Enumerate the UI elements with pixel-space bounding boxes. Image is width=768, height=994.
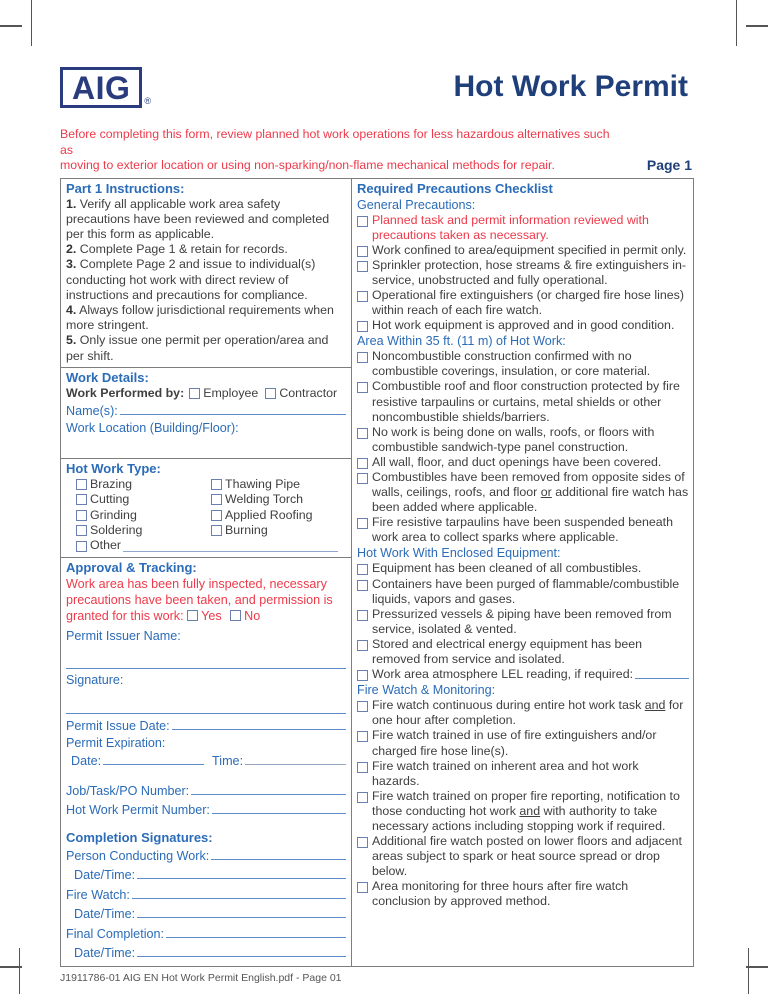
logo-text: AIG — [72, 69, 131, 106]
completion-heading: Completion Signatures: — [66, 829, 213, 845]
instruction-item — [66, 257, 346, 303]
permit-issue-date-input[interactable] — [172, 716, 346, 730]
precaution-checklist-item[interactable] — [357, 288, 689, 318]
instruction-number: 1. — [66, 196, 77, 211]
signature-input[interactable] — [66, 697, 346, 714]
checkbox-hot-work-type[interactable] — [211, 525, 222, 536]
hot-work-other-input[interactable] — [123, 540, 338, 552]
hot-work-type-option[interactable] — [76, 523, 211, 538]
permit-body — [60, 178, 694, 967]
completion-row — [66, 865, 346, 885]
precaution-text: Additional fire watch posted on lower floors and adjacent areas subject to spark or heat source spread or drop below. — [372, 834, 682, 879]
completion-row-input[interactable] — [132, 885, 346, 899]
checkbox-permission-yes[interactable] — [187, 610, 198, 621]
checkbox-precaution[interactable] — [357, 564, 368, 575]
precaution-text: Fire resistive tarpaulins have been suspended beneath work area to collect sparks where applicable. — [372, 515, 674, 545]
precaution-checklist-item[interactable] — [357, 213, 689, 243]
checkbox-precaution[interactable] — [357, 610, 368, 621]
permit-page — [60, 56, 694, 967]
page-title: Hot Work Permit — [453, 70, 688, 103]
instruction-item — [66, 197, 346, 243]
page-number-label: Page 1 — [646, 157, 692, 173]
permit-number-label: Hot Work Permit Number: — [66, 803, 210, 818]
registered-mark-icon: ® — [144, 95, 152, 106]
precaution-checklist-item[interactable] — [357, 318, 689, 333]
completion-row — [66, 924, 346, 944]
precaution-checklist-item[interactable] — [357, 834, 689, 879]
checkbox-precaution[interactable] — [357, 261, 368, 272]
instruction-text: Complete Page 1 & retain for records. — [76, 242, 288, 257]
hot-work-other-label: Other — [90, 538, 121, 553]
checkbox-precaution[interactable] — [357, 246, 368, 257]
expiration-time-input[interactable] — [245, 751, 346, 765]
instruction-item — [66, 333, 346, 363]
hot-work-type-option[interactable] — [211, 477, 346, 492]
completion-row-label: Person Conducting Work: — [66, 848, 210, 863]
hot-work-type-heading: Hot Work Type: — [66, 460, 161, 476]
completion-row-label: Date/Time: — [74, 907, 136, 922]
crop-mark-top-right-horizontal — [746, 25, 768, 27]
precaution-text: Noncombustible construction confirmed with no combustible coverings, insulation, or core material. — [372, 349, 651, 379]
names-input[interactable] — [120, 401, 346, 415]
checkbox-hot-work-type[interactable] — [211, 494, 222, 505]
precaution-text: Fire watch trained on inherent area and hot work hazards. — [372, 758, 639, 788]
section-instructions — [60, 178, 352, 368]
precaution-text: Sprinkler protection, hose streams & fire extinguishers in-service, unobstructed and fully operational. — [372, 257, 687, 287]
lel-reading-input[interactable] — [635, 667, 689, 679]
precaution-checklist-item[interactable] — [357, 698, 689, 728]
crop-mark-bottom-left-vertical — [19, 948, 20, 994]
section-approval-tracking — [60, 558, 352, 967]
work-details-heading: Work Details: — [66, 369, 149, 385]
completion-row — [66, 943, 346, 963]
permit-issue-date-row — [66, 716, 346, 736]
warning-line-1: Before completing this form, review planned hot work operations for less hazardous alternatives such as — [60, 127, 610, 157]
hot-work-type-options — [66, 477, 346, 554]
precaution-checklist-item[interactable] — [357, 759, 689, 789]
checkbox-hot-work-type[interactable] — [211, 510, 222, 521]
completion-row — [66, 846, 346, 866]
hazard-warning-note — [60, 127, 694, 174]
checkbox-precaution[interactable] — [357, 580, 368, 591]
precaution-checklist-item[interactable] — [357, 789, 689, 834]
checkbox-precaution[interactable] — [357, 670, 368, 681]
signature-label: Signature: — [66, 673, 124, 688]
expiration-time-label: Time: — [212, 754, 244, 769]
checkbox-precaution[interactable] — [357, 321, 368, 332]
hot-work-type-option[interactable] — [76, 508, 211, 523]
precaution-checklist-item[interactable] — [357, 455, 689, 470]
warning-line-2: moving to exterior location or using non-sparking/non-flame mechanical methods for repair. — [60, 158, 555, 172]
checkbox-precaution[interactable] — [357, 731, 368, 742]
completion-row — [66, 904, 346, 924]
instructions-list — [66, 197, 346, 364]
completion-row — [66, 885, 346, 905]
hot-work-type-option[interactable] — [211, 523, 346, 538]
completion-row-label: Date/Time: — [74, 868, 136, 883]
approval-statement: Work area has been fully inspected, necessary precautions have been taken, and permission is granted for this work: — [66, 576, 333, 624]
instruction-text: Always follow jurisdictional requirements when more stringent. — [66, 302, 334, 333]
instruction-number: 5. — [66, 333, 77, 348]
precautions-group-title: Hot Work With Enclosed Equipment: — [357, 546, 561, 561]
contractor-label: Contractor — [279, 385, 338, 400]
section-work-details — [60, 368, 352, 459]
hot-work-type-label: Soldering — [90, 523, 143, 538]
approval-statement-row — [66, 576, 346, 625]
precaution-text: Stored and electrical energy equipment has been removed from service and isolated. — [372, 636, 643, 667]
instruction-text: Only issue one permit per operation/area and per shift. — [66, 333, 329, 363]
crop-mark-bottom-left-horizontal — [0, 966, 22, 968]
section-hot-work-type — [60, 459, 352, 558]
section-required-precautions — [352, 178, 694, 967]
checkbox-precaution[interactable] — [357, 458, 368, 469]
precaution-text: Equipment has been cleaned of all combustibles. — [372, 561, 642, 576]
precaution-checklist-item[interactable] — [357, 879, 689, 909]
precaution-checklist-item[interactable] — [357, 349, 689, 379]
work-location-label: Work Location (Building/Floor): — [66, 421, 239, 436]
instruction-text: Complete Page 2 and issue to individual(s) conducting hot work with direct review of instructions and precautions for compliance. — [66, 257, 316, 302]
checkbox-employee[interactable] — [189, 388, 200, 399]
completion-spacer — [66, 820, 346, 830]
yes-label: Yes — [201, 609, 222, 624]
left-column — [60, 178, 352, 967]
instruction-item — [66, 242, 346, 257]
precaution-text: Planned task and permit information reviewed with precautions taken as necessary. — [372, 212, 649, 242]
job-number-label: Job/Task/PO Number: — [66, 783, 190, 798]
completion-row-input[interactable] — [137, 865, 346, 879]
precaution-checklist-item[interactable] — [357, 258, 689, 288]
work-performed-by-row — [66, 386, 346, 401]
work-performed-by-label: Work Performed by: — [66, 385, 185, 400]
completion-row-input[interactable] — [211, 846, 346, 860]
instruction-item — [66, 303, 346, 333]
precaution-text: Fire watch trained on proper fire reporting, notification to those conducting hot work and with authority to take necessary actions including stopping work if required. — [372, 788, 680, 833]
checkbox-hot-work-type[interactable] — [76, 494, 87, 505]
completion-row-input[interactable] — [137, 943, 346, 957]
precaution-text: Work confined to area/equipment specified in permit only. — [372, 242, 687, 257]
instruction-number: 4. — [66, 302, 77, 317]
page-header — [60, 56, 694, 118]
precaution-text: No work is being done on walls, roofs, or floors with combustible sandwich-type panel construction. — [372, 424, 655, 454]
completion-row-input[interactable] — [166, 924, 346, 938]
permit-number-input[interactable] — [212, 800, 346, 814]
employee-label: Employee — [203, 385, 259, 400]
instructions-heading: Part 1 Instructions: — [66, 180, 185, 196]
hot-work-type-label: Burning — [225, 523, 268, 538]
crop-mark-top-right-vertical — [736, 0, 737, 46]
permit-issue-date-label: Permit Issue Date: — [66, 718, 170, 733]
completion-row-label: Fire Watch: — [66, 887, 130, 902]
crop-mark-top-left-horizontal — [0, 25, 22, 27]
precaution-checklist-item[interactable] — [357, 425, 689, 455]
instruction-number: 2. — [66, 242, 77, 257]
hot-work-type-label: Applied Roofing — [225, 507, 313, 522]
aig-logo — [60, 67, 151, 108]
checkbox-contractor[interactable] — [265, 388, 276, 399]
logo-frame — [60, 67, 142, 108]
precautions-heading: Required Precautions Checklist — [357, 180, 553, 196]
names-field-row — [66, 401, 346, 421]
approval-heading: Approval & Tracking: — [66, 559, 197, 575]
precaution-text: Fire watch continuous during entire hot work task and for one hour after completion. — [372, 698, 684, 728]
precaution-checklist-item[interactable] — [357, 515, 689, 545]
precaution-text: Combustible roof and floor construction protected by fire resistive tarpaulins or curtains, metal shields or other noncombustible shields/barriers. — [372, 379, 680, 424]
expiration-date-label: Date: — [71, 754, 102, 769]
permit-issuer-name-label: Permit Issuer Name: — [66, 628, 181, 643]
hot-work-type-label: Welding Torch — [225, 492, 304, 507]
hot-work-type-option[interactable] — [76, 492, 211, 507]
permit-expiration-label: Permit Expiration: — [66, 736, 166, 751]
permit-issuer-name-input[interactable] — [66, 652, 346, 669]
precaution-text: Operational fire extinguishers (or charged fire hose lines) within reach of each fire watch. — [372, 287, 684, 318]
hot-work-type-option-other[interactable] — [76, 538, 346, 553]
precaution-text: Pressurized vessels & piping have been removed from service, isolated & vented. — [372, 606, 672, 636]
precaution-text: Containers have been purged of flammable/combustible liquids, vapors and gases. — [372, 576, 680, 606]
checkbox-precaution[interactable] — [357, 352, 368, 363]
checkbox-precaution[interactable] — [357, 762, 368, 773]
checkbox-hot-work-type[interactable] — [211, 479, 222, 490]
checkbox-precaution[interactable] — [357, 518, 368, 529]
precautions-group-title: General Precautions: — [357, 197, 476, 212]
work-location-input[interactable] — [66, 437, 346, 455]
checkbox-precaution[interactable] — [357, 837, 368, 848]
job-number-row — [66, 781, 346, 801]
checkbox-precaution[interactable] — [357, 882, 368, 893]
expiration-date-input[interactable] — [103, 751, 204, 765]
completion-rows — [66, 846, 346, 963]
hot-work-type-label: Brazing — [90, 476, 133, 491]
precaution-text: Area monitoring for three hours after fire watch conclusion by approved method. — [372, 879, 629, 909]
footer-filename: J1911786-01 AIG EN Hot Work Permit English.pdf - Page 01 — [60, 972, 342, 984]
precaution-text: All wall, floor, and duct openings have been covered. — [372, 454, 662, 469]
precaution-checklist-item[interactable] — [357, 379, 689, 424]
precaution-text: Hot work equipment is approved and in good condition. — [372, 318, 675, 333]
job-number-input[interactable] — [191, 781, 346, 795]
precaution-text: Work area atmosphere LEL reading, if required: — [372, 667, 634, 682]
hot-work-type-label: Thawing Pipe — [225, 476, 301, 491]
hot-work-type-option[interactable] — [211, 492, 346, 507]
hot-work-type-label: Cutting — [90, 492, 130, 507]
expiration-date-time-row — [66, 751, 346, 771]
checkbox-precaution[interactable] — [357, 428, 368, 439]
completion-row-label: Final Completion: — [66, 926, 164, 941]
checkbox-precaution[interactable] — [357, 640, 368, 651]
precaution-text: Combustibles have been removed from opposite sides of walls, ceilings, roofs, and floor or additional fire watch has been added where applicable. — [372, 470, 689, 515]
no-label: No — [244, 609, 261, 624]
precaution-checklist-item[interactable] — [357, 667, 689, 682]
checkbox-precaution[interactable] — [357, 291, 368, 302]
hot-work-type-option[interactable] — [76, 477, 211, 492]
precautions-group-title: Fire Watch & Monitoring: — [357, 683, 496, 698]
checkbox-precaution[interactable] — [357, 701, 368, 712]
checkbox-precaution[interactable] — [357, 382, 368, 393]
instruction-number: 3. — [66, 257, 77, 272]
names-label: Name(s): — [66, 403, 118, 418]
precautions-groups — [357, 197, 689, 910]
checkbox-precaution[interactable] — [357, 792, 368, 803]
completion-row-label: Date/Time: — [74, 946, 136, 961]
precaution-checklist-item[interactable] — [357, 728, 689, 758]
completion-row-input[interactable] — [137, 904, 346, 918]
hot-work-type-label: Grinding — [90, 507, 137, 522]
checkbox-hot-work-other[interactable] — [76, 541, 87, 552]
precaution-checklist-item[interactable] — [357, 607, 689, 637]
checkbox-precaution[interactable] — [357, 473, 368, 484]
precaution-checklist-item[interactable] — [357, 561, 689, 576]
precaution-checklist-item[interactable] — [357, 470, 689, 515]
precaution-checklist-item[interactable] — [357, 243, 689, 258]
checkbox-hot-work-type[interactable] — [76, 510, 87, 521]
checkbox-precaution[interactable] — [357, 216, 368, 227]
checkbox-hot-work-type[interactable] — [76, 525, 87, 536]
checkbox-hot-work-type[interactable] — [76, 479, 87, 490]
precaution-checklist-item[interactable] — [357, 637, 689, 667]
precautions-group-title: Area Within 35 ft. (11 m) of Hot Work: — [357, 334, 566, 349]
permit-number-row — [66, 800, 346, 820]
crop-mark-bottom-right-vertical — [748, 948, 749, 994]
approval-spacer — [66, 771, 346, 781]
instruction-text: Verify all applicable work area safety precautions have been reviewed and completed per this form as applicable. — [66, 196, 330, 241]
precaution-text: Fire watch trained in use of fire extinguishers and/or charged fire hose line(s). — [372, 728, 657, 758]
checkbox-permission-no[interactable] — [230, 610, 241, 621]
precaution-checklist-item[interactable] — [357, 577, 689, 607]
crop-mark-top-left-vertical — [31, 0, 32, 46]
crop-mark-bottom-right-horizontal — [746, 966, 768, 968]
hot-work-type-option[interactable] — [211, 508, 346, 523]
